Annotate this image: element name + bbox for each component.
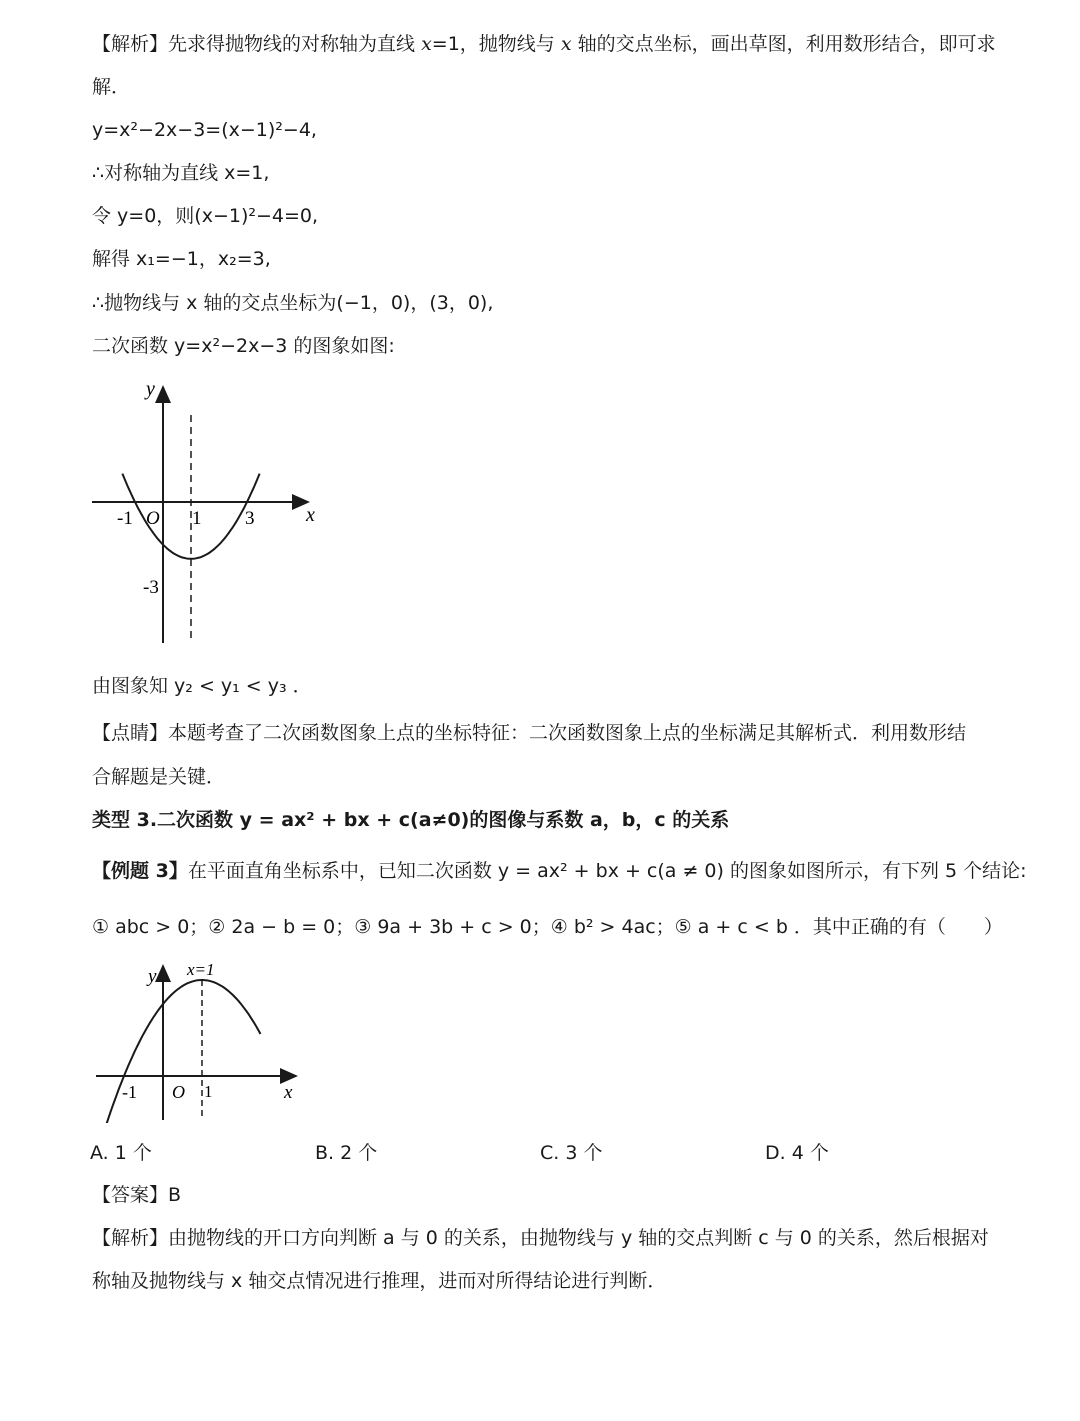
solution-tag: 【解析】 [92, 33, 169, 55]
tick-1: 1 [204, 1082, 213, 1101]
answer-tag: 【答案】 [92, 1184, 169, 1206]
origin-label: O [146, 508, 160, 529]
y-axis-label: y [148, 966, 157, 987]
parabola-graph-1 [80, 375, 340, 650]
tick-neg1: -1 [117, 508, 133, 529]
example3-line-1: 【例题 3】在平面直角坐标系中，已知二次函数 y = ax² + bx + c(a ≠ 0) 的图象如图所示，有下列 5 个结论: [92, 860, 1027, 882]
x-axis-label: x [284, 1082, 293, 1103]
option-c[interactable]: C. 3 个 [540, 1142, 603, 1164]
step-set-zero: 令 y=0，则(x−1)²−4=0, [92, 205, 319, 227]
example3-tag: 【例题 3】 [92, 860, 188, 882]
solution2-line-1: 【解析】由抛物线的开口方向判断 a 与 0 的关系，由抛物线与 y 轴的交点判断 c 与 0 的关系，然后根据对 [92, 1227, 989, 1249]
option-b[interactable]: B. 2 个 [315, 1142, 378, 1164]
tick-neg3: -3 [143, 577, 159, 598]
option-a[interactable]: A. 1 个 [90, 1142, 152, 1164]
origin-label: O [172, 1082, 185, 1102]
solution-line-2: 解． [92, 76, 131, 98]
step-roots: 解得 x₁=−1，x₂=3, [92, 248, 271, 270]
solution2-tag: 【解析】 [92, 1227, 169, 1249]
solution2-line-2: 称轴及抛物线与 x 轴交点情况进行推理，进而对所得结论进行判断． [92, 1270, 667, 1292]
conclusion-line: 由图象知 y₂ < y₁ < y₃ ． [92, 675, 312, 697]
tick-3: 3 [245, 508, 255, 529]
parabola-graph-2 [88, 958, 308, 1123]
solution-line-1: 【解析】先求得抛物线的对称轴为直线 x=1，抛物线与 x 轴的交点坐标，画出草图，利用数形结合，即可求 [92, 33, 996, 55]
step-axis: ∴对称轴为直线 x=1, [92, 162, 270, 184]
step-equation: y=x²−2x−3=(x−1)²−4, [92, 119, 317, 141]
type3-heading: 类型 3.二次函数 y = ax² + bx + c(a≠0)的图像与系数 a，b，c 的关系 [92, 809, 730, 831]
x-axis-label: x [306, 504, 315, 526]
example3-line-2: ① abc > 0；② 2a − b = 0；③ 9a + 3b + c > 0；④ b² > 4ac；⑤ a + c < b ．其中正确的有（ ） [92, 916, 1003, 938]
option-d[interactable]: D. 4 个 [765, 1142, 829, 1164]
step-graph-intro: 二次函数 y=x²−2x−3 的图象如图: [92, 335, 395, 357]
dianjing-tag: 【点睛】 [92, 722, 169, 744]
step-intercepts: ∴抛物线与 x 轴的交点坐标为(−1，0)，(3，0), [92, 292, 494, 314]
answer-value: B [168, 1184, 182, 1206]
tick-neg1: -1 [122, 1082, 137, 1102]
tick-1: 1 [192, 508, 202, 529]
dianjing-line-2: 合解题是关键． [92, 766, 226, 788]
axis-of-symmetry-label: x=1 [187, 960, 215, 979]
y-axis-label: y [146, 378, 155, 400]
answer-line [92, 1182, 181, 1208]
dianjing-line-1: 【点睛】本题考查了二次函数图象上点的坐标特征：二次函数图象上点的坐标满足其解析式．利用数形结 [92, 722, 967, 744]
